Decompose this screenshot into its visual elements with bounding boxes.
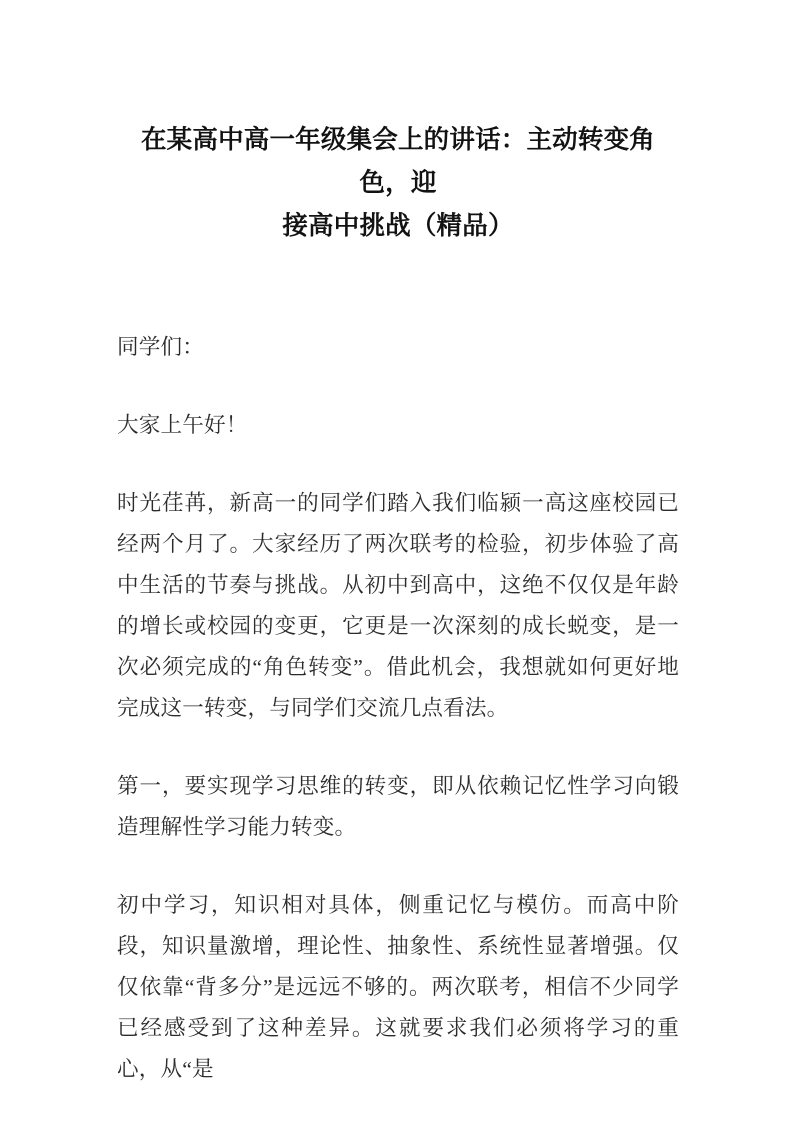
page-title	[117, 118, 679, 247]
title-line-2: 接高中挑战（精品）	[282, 211, 514, 240]
document-content	[117, 118, 679, 1090]
paragraph-greeting: 大家上午好！	[117, 413, 248, 437]
paragraph-point-one-body: 初中学习，知识相对具体，侧重记忆与模仿。而高中阶段，知识量激增，理论性、抽象性、系统性显著增强。仅仅依靠“背多分”是远远不够的。两次联考，相信不少同学已经感受到了这种差异。这就要求我们必须将学习的重心，从“是	[117, 893, 679, 1081]
title-line-1: 在某高中高一年级集会上的讲话：主动转变角色，迎	[140, 125, 655, 197]
paragraph-intro: 时光荏苒，新高一的同学们踏入我们临颍一高这座校园已经两个月了。大家经历了两次联考的检验，初步体验了高中生活的节奏与挑战。从初中到高中，这绝不仅仅是年龄的增长或校园的变更，它更是一次深刻的成长蜕变，是一次必须完成的“角色转变”。借此机会，我想就如何更好地完成这一转变，与同学们交流几点看法。	[117, 491, 679, 720]
paragraph-salutation: 同学们：	[117, 335, 204, 359]
title-body-spacer	[117, 247, 679, 327]
paragraph-point-one-heading: 第一，要实现学习思维的转变，即从依赖记忆性学习向锻造理解性学习能力转变。	[117, 774, 679, 839]
